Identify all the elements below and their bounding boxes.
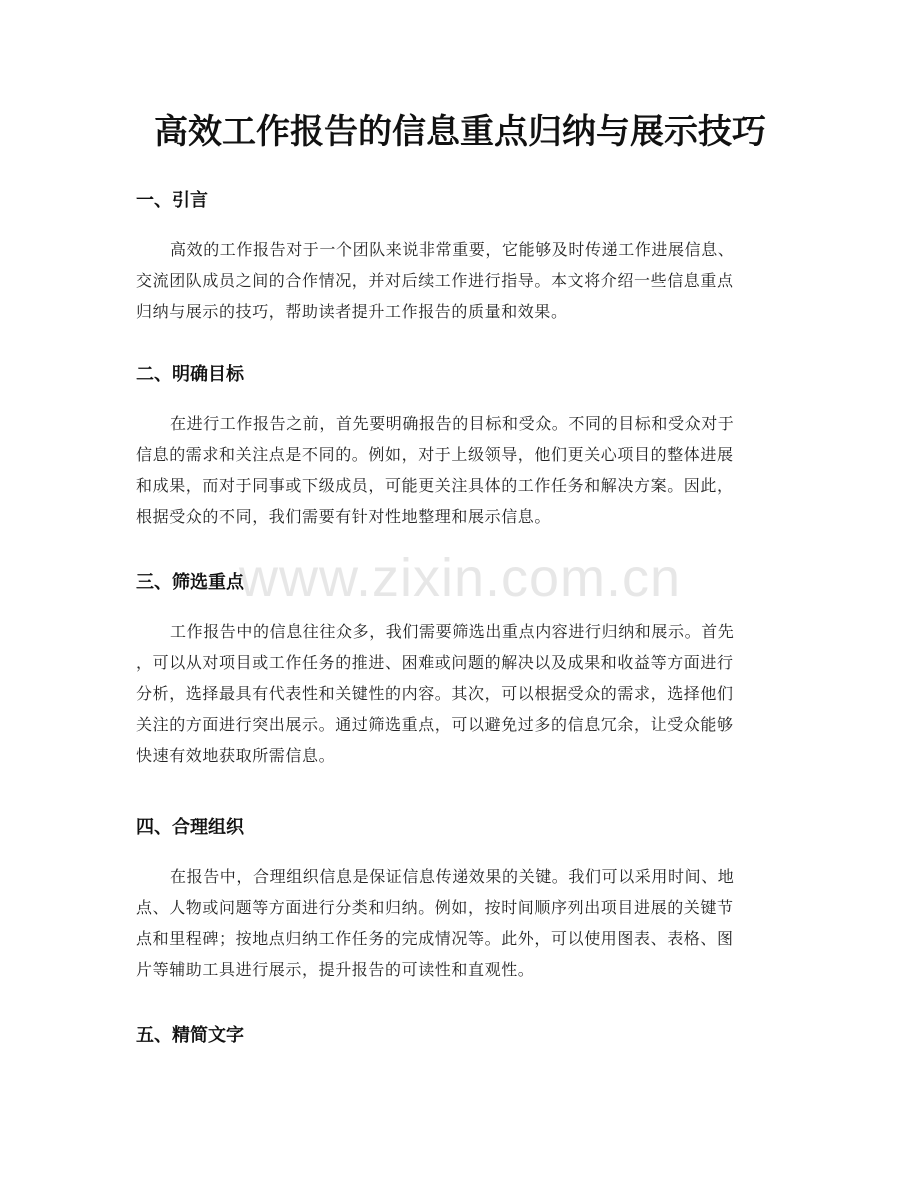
- paragraph-line: 点、人物或问题等方面进行分类和归纳。例如，按时间顺序列出项目进展的关键节: [136, 898, 734, 917]
- section-paragraph: [136, 616, 786, 771]
- section-paragraph: [136, 408, 786, 532]
- paragraph-line: 信息的需求和关注点是不同的。例如，对于上级领导，他们更关心项目的整体进展: [136, 445, 734, 464]
- section-heading: 五、精简文字: [136, 1025, 244, 1046]
- section-concise-writing: [136, 1023, 786, 1049]
- section-clear-goals: [136, 362, 786, 532]
- paragraph-line: 快速有效地获取所需信息。: [136, 746, 336, 765]
- paragraph-line: 分析，选择最具有代表性和关键性的内容。其次，可以根据受众的需求，选择他们: [136, 684, 734, 703]
- paragraph-line: 工作报告中的信息往往众多，我们需要筛选出重点内容进行归纳和展示。首先: [170, 622, 735, 641]
- section-heading: 一、引言: [136, 190, 208, 211]
- paragraph-line: 高效的工作报告对于一个团队来说非常重要，它能够及时传递工作进展信息、: [170, 240, 735, 259]
- paragraph-line: 点和里程碑；按地点归纳工作任务的完成情况等。此外，可以使用图表、表格、图: [136, 929, 734, 948]
- document-title: 高效工作报告的信息重点归纳与展示技巧: [154, 112, 766, 152]
- watermark: www.zixin.com.cn: [238, 548, 682, 608]
- paragraph-line: 根据受众的不同，我们需要有针对性地整理和展示信息。: [136, 507, 552, 526]
- section-heading: 三、筛选重点: [136, 572, 244, 593]
- section-paragraph: [136, 234, 786, 327]
- section-filter-key-points: [136, 570, 786, 771]
- section-introduction: [136, 188, 786, 327]
- paragraph-line: 在进行工作报告之前，首先要明确报告的目标和受众。不同的目标和受众对于: [170, 414, 735, 433]
- paragraph-line: ，可以从对项目或工作任务的推进、困难或问题的解决以及成果和收益等方面进行: [136, 653, 734, 672]
- paragraph-line: 片等辅助工具进行展示，提升报告的可读性和直观性。: [136, 960, 535, 979]
- section-reasonable-organization: [136, 815, 786, 985]
- section-heading: 四、合理组织: [136, 817, 244, 838]
- section-paragraph: [136, 861, 786, 985]
- section-heading: 二、明确目标: [136, 364, 244, 385]
- paragraph-line: 在报告中，合理组织信息是保证信息传递效果的关键。我们可以采用时间、地: [170, 867, 735, 886]
- paragraph-line: 交流团队成员之间的合作情况，并对后续工作进行指导。本文将介绍一些信息重点: [136, 271, 734, 290]
- paragraph-line: 关注的方面进行突出展示。通过筛选重点，可以避免过多的信息冗余，让受众能够: [136, 715, 734, 734]
- paragraph-line: 归纳与展示的技巧，帮助读者提升工作报告的质量和效果。: [136, 302, 568, 321]
- paragraph-line: 和成果，而对于同事或下级成员，可能更关注具体的工作任务和解决方案。因此，: [136, 476, 734, 495]
